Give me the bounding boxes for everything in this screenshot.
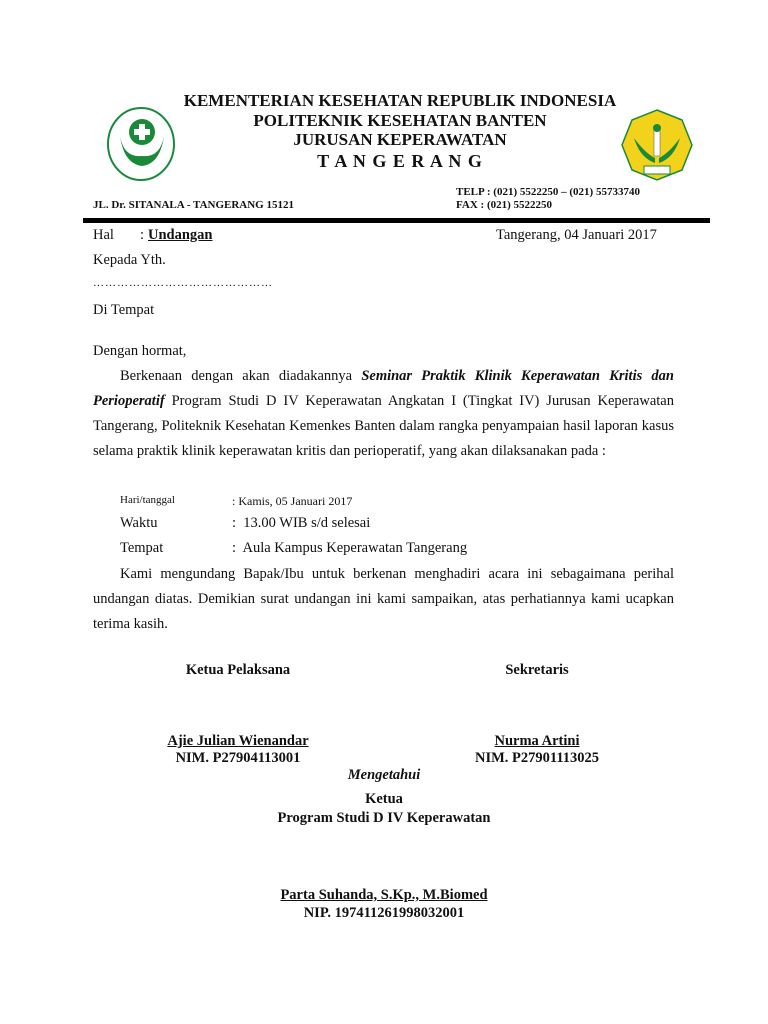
recipient-dots: ……………………………………… bbox=[93, 277, 273, 289]
seminar-title: Seminar Praktik Klinik Keperawatan Kritis dan Perioperatif bbox=[93, 368, 675, 409]
head-role: Ketua bbox=[365, 791, 403, 807]
detail-label-place: Tempat bbox=[120, 540, 164, 556]
detail-value-time: : 13.00 WIB s/d selesai bbox=[232, 515, 371, 531]
header-department: JURUSAN KEPERAWATAN bbox=[293, 130, 507, 149]
header-telp: TELP : (021) 5522250 – (021) 55733740 bbox=[456, 186, 640, 198]
detail-label-date: Hari/tanggal bbox=[120, 494, 175, 506]
right-signer-role: Sekretaris bbox=[505, 662, 569, 678]
acknowledged-label: Mengetahui bbox=[347, 767, 421, 783]
detail-value-date: : Kamis, 05 Januari 2017 bbox=[232, 494, 353, 508]
recipient-label: Kepada Yth. bbox=[93, 252, 166, 268]
header-ministry: KEMENTERIAN KESEHATAN REPUBLIK INDONESIA bbox=[183, 91, 617, 110]
greeting: Dengan hormat, bbox=[93, 343, 187, 359]
recipient-place: Di Tempat bbox=[93, 302, 155, 318]
subject-value: Undangan bbox=[148, 227, 213, 243]
detail-label-time: Waktu bbox=[120, 515, 158, 531]
subject-sep: : bbox=[140, 227, 145, 243]
letter-date: Tangerang, 04 Januari 2017 bbox=[496, 227, 657, 243]
header-city: T A N G E R A N G bbox=[317, 151, 483, 171]
subject-label: Hal bbox=[93, 227, 114, 243]
header-institution: POLITEKNIK KESEHATAN BANTEN bbox=[253, 111, 547, 130]
left-signer-id: NIM. P27904113001 bbox=[175, 750, 301, 766]
intro-rest: Program Studi D IV Keperawatan Angkatan I (Tingkat IV) Jurusan Keperawatan Tangerang, Politeknik Kesehatan Kemenkes Banten dalam rangka penyampaian hasil laporan kasus selama praktik klinik keperawatan kritis dan perioperatif, yang akan dilaksanakan pada : bbox=[93, 393, 674, 459]
header-address: JL. Dr. SITANALA - TANGERANG 15121 bbox=[93, 199, 294, 211]
left-signer-name: Ajie Julian Wienandar bbox=[167, 733, 309, 749]
head-id: NIP. 197411261998032001 bbox=[303, 905, 465, 921]
head-program: Program Studi D IV Keperawatan bbox=[277, 810, 491, 826]
head-name: Parta Suhanda, S.Kp., M.Biomed bbox=[280, 887, 488, 903]
paragraph-intro bbox=[93, 364, 674, 464]
left-signer-role: Ketua Pelaksana bbox=[185, 662, 291, 678]
paragraph-closing: Kami mengundang Bapak/Ibu untuk berkenan menghadiri acara ini sebagaimana perihal undangan diatas. Demikian surat undangan ini kami sampaikan, atas perhatiannya kami ucapkan terima kasih. bbox=[93, 566, 674, 632]
right-signer-name: Nurma Artini bbox=[494, 733, 580, 749]
header-fax: FAX : (021) 5522250 bbox=[456, 199, 553, 211]
header-divider bbox=[83, 218, 710, 223]
intro-text: Berkenaan dengan akan diadakannya bbox=[120, 368, 362, 384]
right-signer-id: NIM. P27901113025 bbox=[474, 750, 600, 766]
detail-value-place: : Aula Kampus Keperawatan Tangerang bbox=[232, 540, 468, 556]
